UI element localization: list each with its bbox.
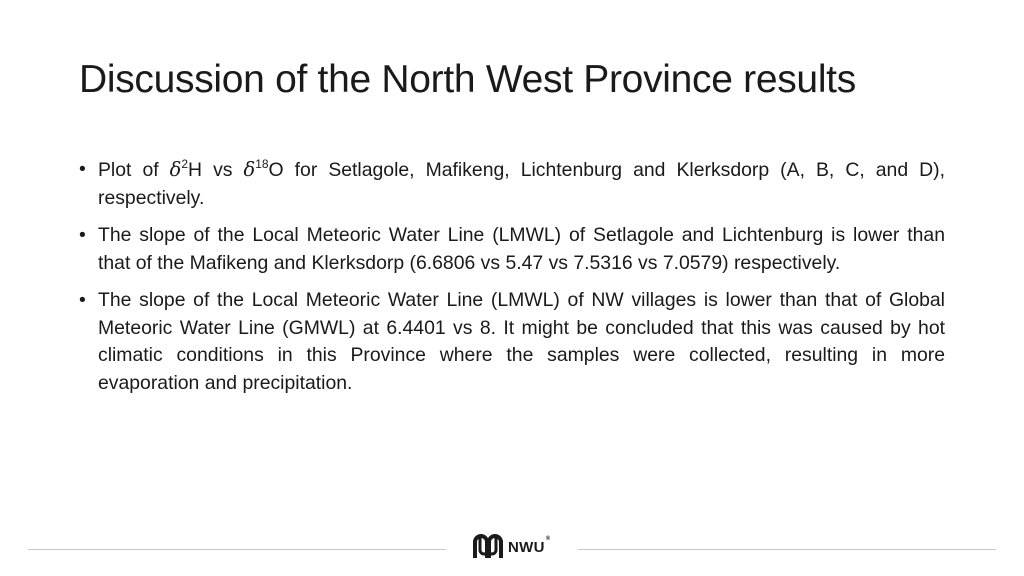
bullet-text: The slope of the Local Meteoric Water Line (LMWL) of Setlagole and Lichtenburg is lower than that of the Mafikeng and Klerksdorp (6.6806 vs 5.47 vs 7.5316 vs 7.0579) respectively.: [98, 224, 945, 274]
bullet-marker: •: [79, 289, 86, 311]
delta-symbol: δ: [243, 158, 256, 181]
logo-text: NWU®: [508, 535, 551, 556]
bullet-marker: •: [79, 158, 86, 180]
bullet-marker: •: [79, 224, 86, 246]
registered-mark: ®: [545, 535, 551, 542]
bullet-item: [79, 287, 945, 397]
footer-divider-right: [578, 549, 996, 550]
nwu-logo: [472, 530, 550, 564]
bullet-text: The slope of the Local Meteoric Water Line (LMWL) of NW villages is lower than that of Global Meteoric Water Line (GMWL) at 6.4401 vs 8. It might be concluded that this was caused by hot climatic conditions in this Province where the samples were collected, resulting in more evaporation and precipitation.: [98, 289, 945, 394]
slide-title: Discussion of the North West Province results: [79, 58, 856, 101]
bullet-item: [79, 222, 945, 277]
nwu-logo-icon: [472, 532, 504, 562]
bullet-item: [79, 156, 945, 212]
delta-symbol: δ: [169, 158, 182, 181]
bullet-list: [79, 156, 945, 407]
bullet-text: Plot of $\delta^2H$ vs $\delta^{18}O$ for Setlagole, Mafikeng, Lichtenburg and Klerksdorp (A, B, C, and D), respectively.: [98, 156, 945, 209]
footer-divider-left: [28, 549, 446, 550]
